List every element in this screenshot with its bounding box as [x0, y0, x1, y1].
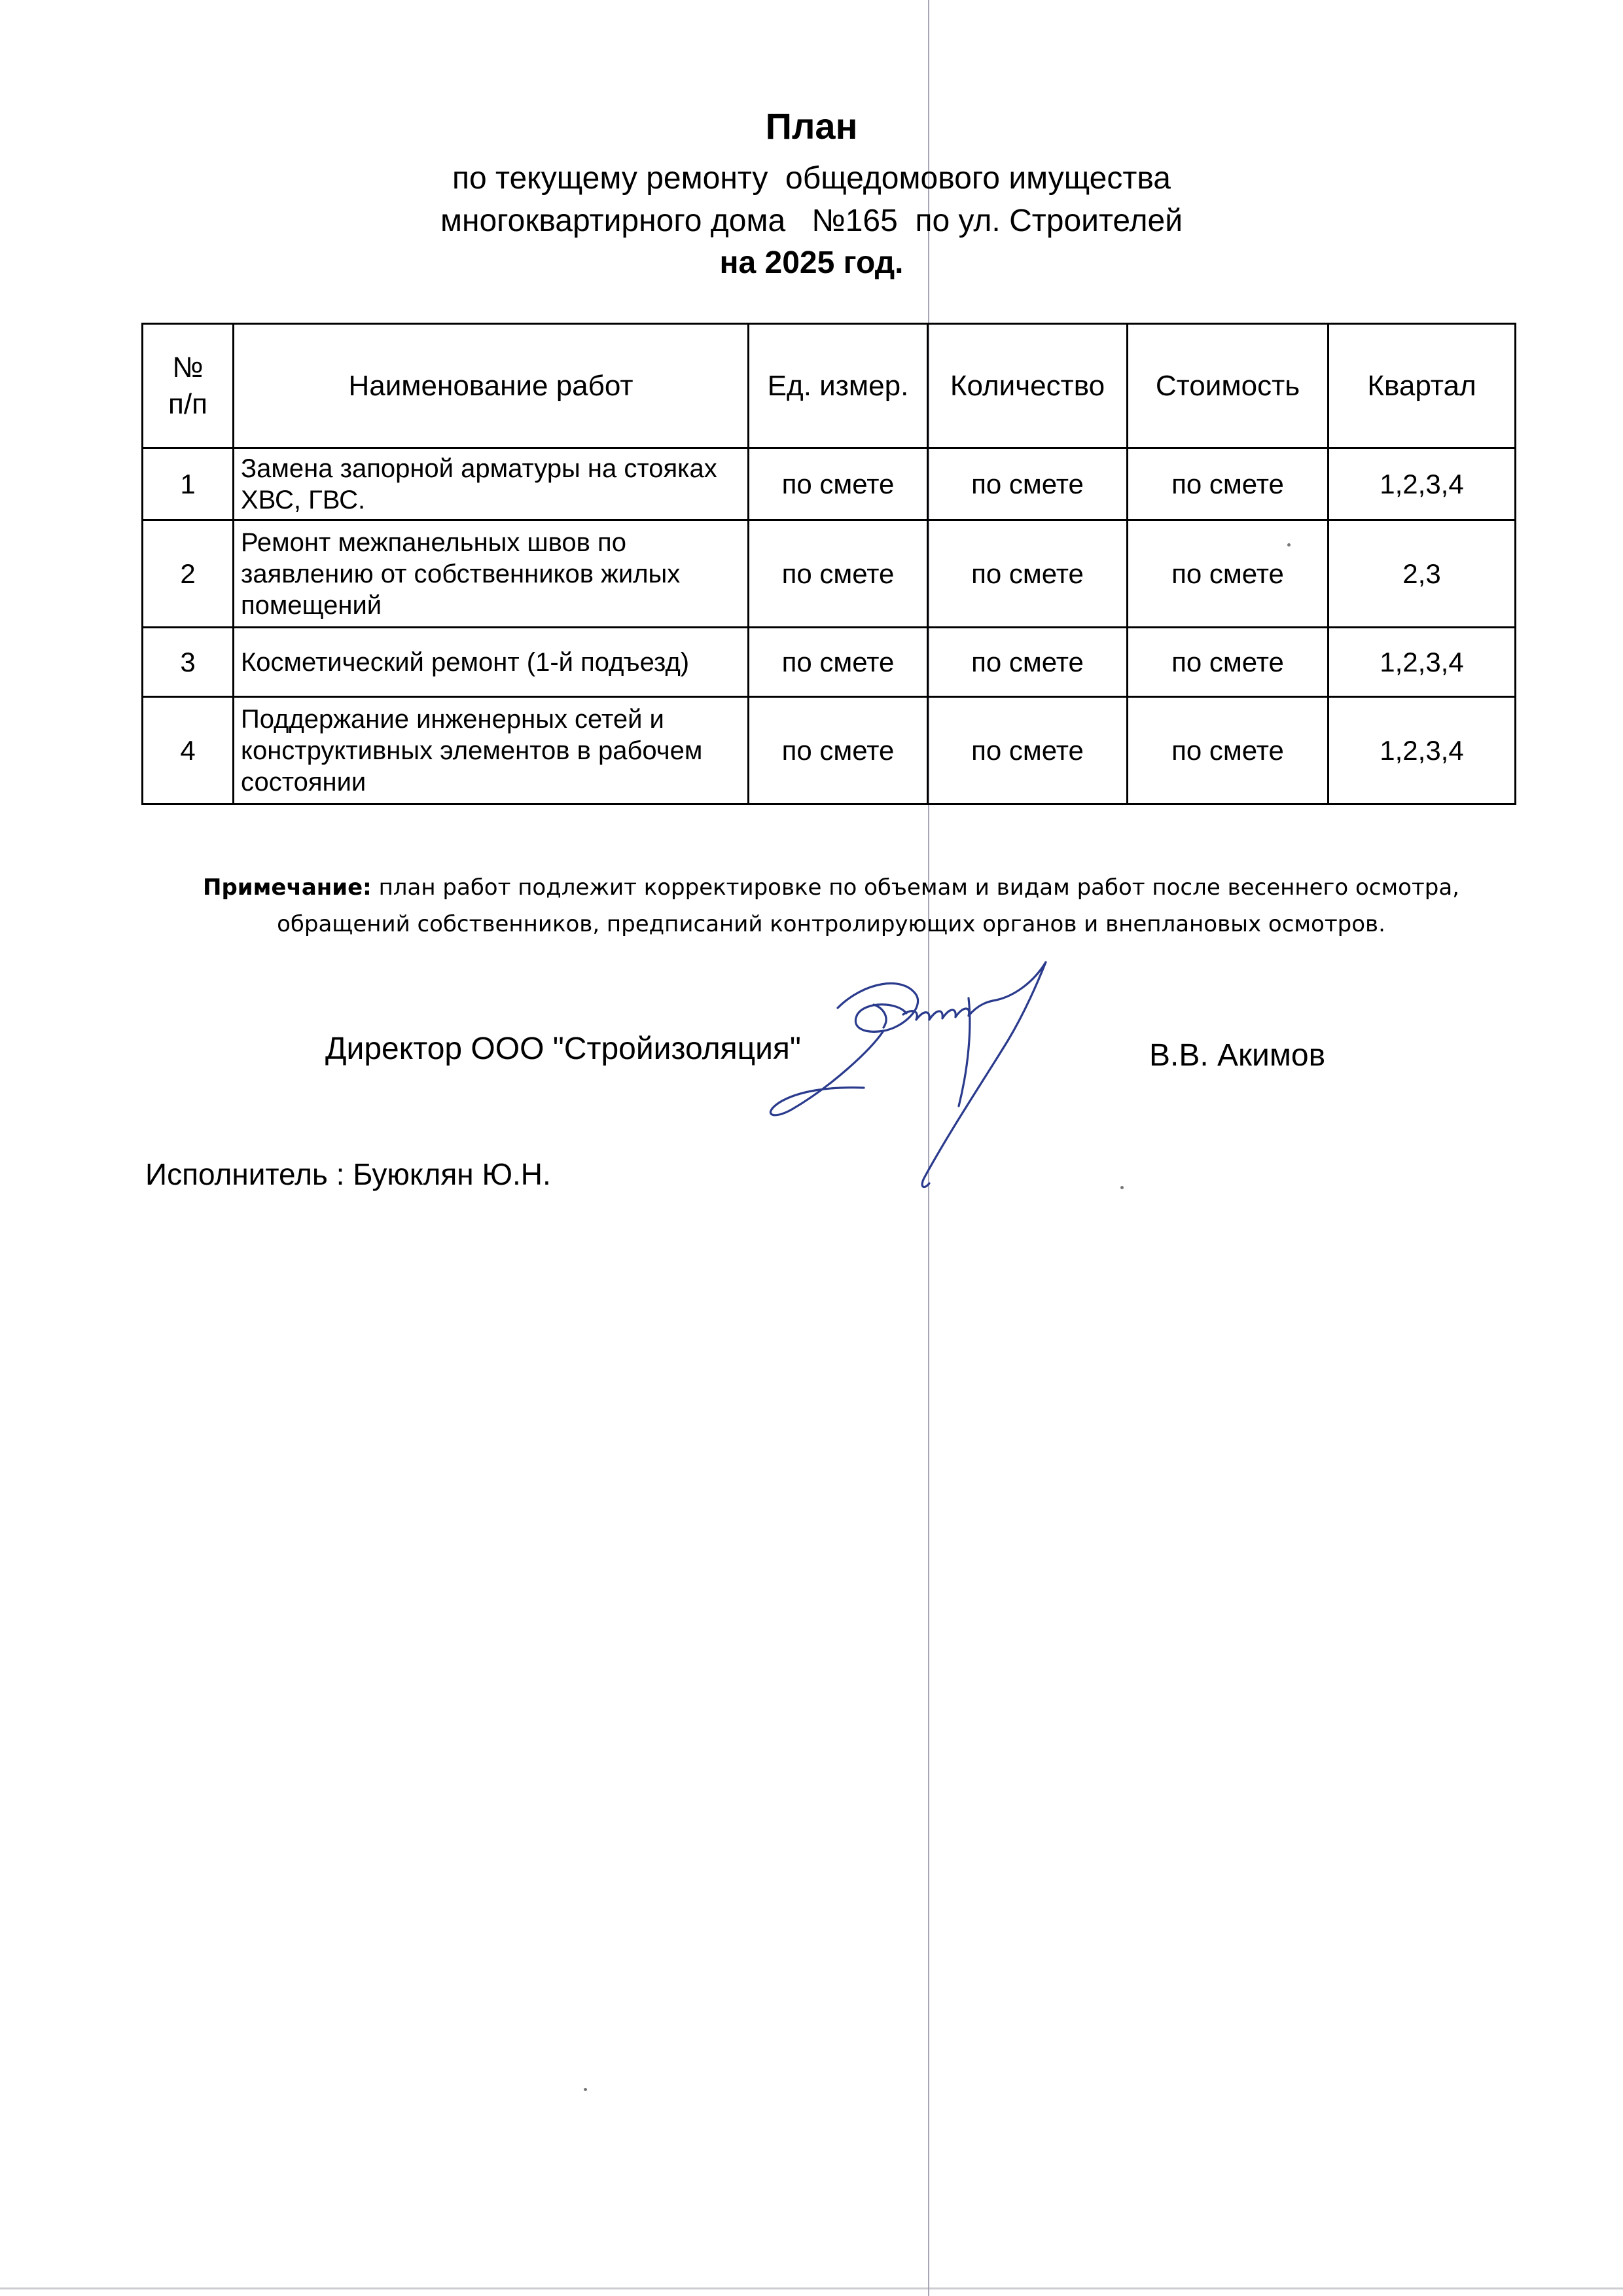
- cell-quantity: по смете: [928, 448, 1128, 520]
- scan-speck: [1120, 1186, 1124, 1189]
- cell-name: Замена запорной арматуры на стояках ХВС, ГВС.: [234, 448, 749, 520]
- cell-cost: по смете: [1128, 520, 1329, 628]
- cell-unit: по смете: [749, 697, 928, 804]
- table-row: [143, 697, 1516, 804]
- note-label: Примечание:: [203, 874, 372, 901]
- table-header-row: [143, 324, 1516, 448]
- cell-quantity: по смете: [928, 520, 1128, 628]
- cell-quantity: по смете: [928, 697, 1128, 804]
- header-quantity: Количество: [928, 324, 1128, 448]
- repair-plan-table: [141, 323, 1516, 805]
- cell-num: 2: [143, 520, 234, 628]
- cell-unit: по смете: [749, 448, 928, 520]
- note-text-line2: обращений собственников, предписаний контролирующих органов и внеплановых осмотров.: [277, 911, 1385, 937]
- cell-quarter: 2,3: [1329, 520, 1516, 628]
- cell-name: Поддержание инженерных сетей и конструктивных элементов в рабочем состоянии: [234, 697, 749, 804]
- cell-cost: по смете: [1128, 628, 1329, 697]
- header-name: Наименование работ: [234, 324, 749, 448]
- cell-quarter: 1,2,3,4: [1329, 697, 1516, 804]
- cell-cost: по смете: [1128, 448, 1329, 520]
- header-num-text: № п/п: [168, 351, 207, 420]
- cell-name: Косметический ремонт (1-й подъезд): [234, 628, 749, 697]
- header-num: [143, 324, 234, 448]
- plan-note: [118, 869, 1544, 942]
- cell-cost: по смете: [1128, 697, 1329, 804]
- scan-speck: [584, 2088, 587, 2091]
- cell-unit: по смете: [749, 520, 928, 628]
- handwritten-signature: [753, 936, 1093, 1211]
- document-subtitle-line2: многоквартирного дома №165 по ул. Строителей: [440, 204, 1183, 238]
- scan-bottom-edge: [0, 2287, 1623, 2289]
- table-row: [143, 520, 1516, 628]
- header-quarter: Квартал: [1329, 324, 1516, 448]
- note-text: план работ подлежит корректировке по объемам и видам работ после весеннего осмотра,: [378, 874, 1459, 901]
- cell-quarter: 1,2,3,4: [1329, 628, 1516, 697]
- document-year: на 2025 год.: [719, 245, 904, 280]
- header-unit: Ед. измер.: [749, 324, 928, 448]
- executor-line: Исполнитель : Буюклян Ю.Н.: [145, 1157, 551, 1191]
- cell-quarter: 1,2,3,4: [1329, 448, 1516, 520]
- document-title: План: [765, 105, 858, 147]
- cell-num: 3: [143, 628, 234, 697]
- cell-num: 1: [143, 448, 234, 520]
- document-subtitle-line1: по текущему ремонту общедомового имущества: [452, 161, 1171, 196]
- cell-name: Ремонт межпанельных швов по заявлению от собственников жилых помещений: [234, 520, 749, 628]
- director-name: В.В. Акимов: [1149, 1038, 1326, 1073]
- cell-quantity: по смете: [928, 628, 1128, 697]
- table-row: [143, 448, 1516, 520]
- table-row: [143, 628, 1516, 697]
- header-cost: Стоимость: [1128, 324, 1329, 448]
- director-title: Директор ООО "Стройизоляция": [325, 1031, 801, 1066]
- scan-speck: [1287, 543, 1291, 547]
- cell-unit: по смете: [749, 628, 928, 697]
- cell-num: 4: [143, 697, 234, 804]
